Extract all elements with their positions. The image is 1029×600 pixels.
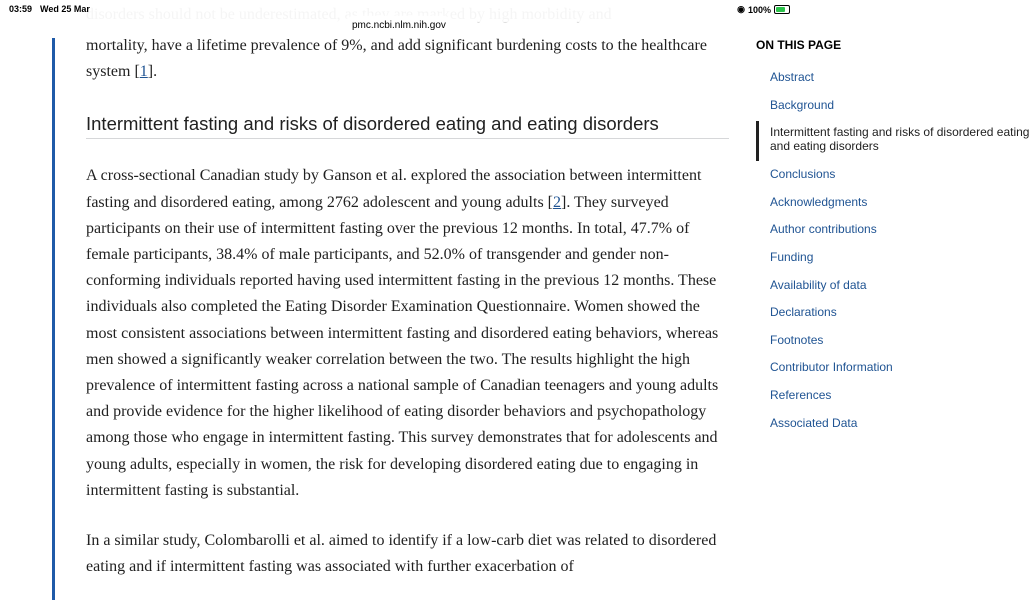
toc-item-label-line2: and eating disorders	[770, 139, 879, 154]
table-of-contents	[756, 38, 1029, 443]
lead-paragraph	[86, 33, 729, 85]
status-date: Wed 25 Mar	[40, 4, 90, 14]
para1-text-b: ]. They surveyed participants on their use of intermittent fasting over the previous 12 months. In total, 47.7% of female participants, 38.4% of male participants, and 52.0% of transgender and gender non-conforming individuals reported having used intermittent fasting in the previous 12 months. These individuals also completed the Eating Disorder Examination Questionnaire. Women showed the most consistent associations between intermittent fasting and disordered eating behaviors, whereas men showed a significantly weaker correlation between the two. The results highlight the high prevalence of intermittent fasting across a national sample of Canadian teenagers and young adults and provide evidence for the higher likelihood of eating disorder behaviors and psychopathology among those who engage in intermittent fasting. This survey demonstrates that for adolescents and young adults, especially in women, the risk for developing disordered eating due to engaging in intermittent fasting is substantial.	[86, 193, 719, 499]
lead-text: mortality, have a lifetime prevalence of 9%, and add significant burdening costs to the healthcare system [	[86, 37, 707, 81]
toc-item-funding[interactable]: Funding	[770, 249, 814, 264]
toc-list	[756, 70, 1029, 443]
toc-item-abstract[interactable]: Abstract	[770, 70, 815, 84]
article-body	[86, 33, 729, 580]
toc-item-contributor-information[interactable]: Contributor Information	[770, 360, 893, 375]
para1-text-a: A cross-sectional Canadian study by Ganson et al. explored the association between intermittent fasting and disordered eating, among 2762 adolescent and young adults [	[86, 167, 702, 211]
status-right	[737, 4, 790, 15]
toc-item-declarations[interactable]: Declarations	[770, 305, 837, 320]
toc-item-footnotes[interactable]: Footnotes	[770, 332, 824, 347]
toc-item-conclusions[interactable]: Conclusions	[770, 167, 836, 182]
reference-link-2[interactable]: 2	[553, 193, 561, 211]
wifi-icon: ◉	[737, 4, 745, 14]
status-time: 03:59	[9, 4, 33, 14]
reference-link-1[interactable]: 1	[139, 63, 148, 81]
toc-item-intermittent-fasting[interactable]	[756, 125, 1029, 167]
toc-item-label: Intermittent fasting and risks of disordered eating	[770, 125, 1029, 140]
paragraph-ganson-study	[86, 163, 729, 504]
toc-item-references[interactable]: References	[770, 387, 832, 402]
toc-item-background[interactable]: Background	[770, 97, 835, 112]
content-accent-bar	[52, 38, 55, 600]
section-heading: Intermittent fasting and risks of disordered eating and eating disorders	[86, 113, 729, 139]
toc-item-acknowledgments[interactable]: Acknowledgments	[770, 194, 868, 209]
paragraph-colombarolli-study: In a similar study, Colombarolli et al. aimed to identify if a low-carb diet was related to disordered eating and if intermittent fasting was associated with further exacerbation of	[86, 532, 717, 576]
toc-title: ON THIS PAGE	[756, 38, 842, 52]
toc-item-availability[interactable]: Availability of data	[770, 277, 867, 292]
address-bar[interactable]: pmc.ncbi.nlm.nih.gov	[344, 16, 454, 36]
battery-percent: 100%	[747, 4, 771, 15]
toc-item-author-contributions[interactable]: Author contributions	[770, 222, 877, 237]
battery-icon	[774, 5, 790, 14]
toc-item-associated-data[interactable]: Associated Data	[770, 415, 858, 430]
lead-end: ].	[147, 63, 158, 81]
